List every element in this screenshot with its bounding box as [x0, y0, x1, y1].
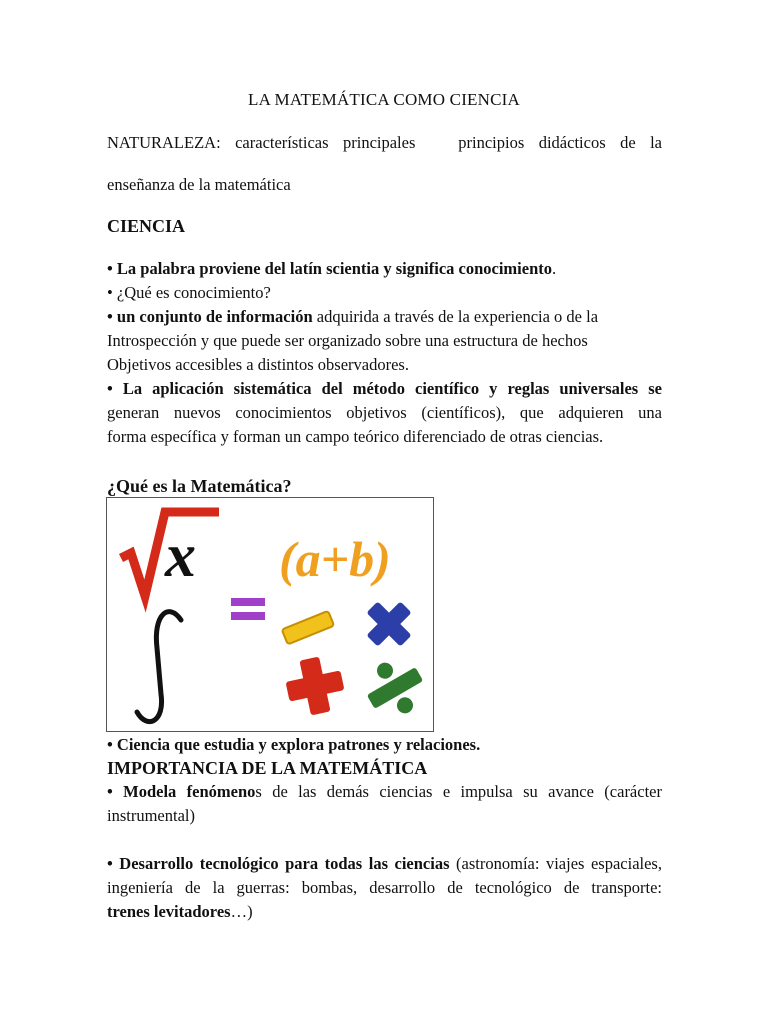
math-symbols-figure [106, 497, 434, 732]
ciencia-bullet-3 [107, 305, 662, 330]
intro-line-2: enseñanza de la matemática [107, 175, 291, 194]
importancia-bullet-1-rest: s de las demás ciencias e impulsa su avance (carácter [255, 782, 662, 801]
equals-icon [231, 598, 265, 620]
importancia-heading: IMPORTANCIA DE LA MATEMÁTICA [107, 758, 428, 778]
ciencia-bullet-3-line-3: Objetivos accesibles a distintos observadores. [107, 355, 409, 374]
importancia-bullet-1-bold: • Modela fenómeno [107, 782, 256, 801]
ciencia-bullet-4-line-2: generan nuevos conocimientos objetivos (científicos), que adquieren una [107, 403, 662, 422]
importancia-bullet-1-line-2: instrumental) [107, 806, 195, 825]
importancia-bullet-2-line-3-rest: …) [230, 902, 253, 921]
intro-line-1b: principios didácticos de la [458, 133, 662, 152]
intro-line-1 [107, 131, 662, 156]
ciencia-bullet-1-end: . [552, 259, 557, 278]
intro-line-1a: NATURALEZA: características principales [107, 133, 416, 152]
ciencia-bullet-4 [107, 377, 662, 402]
ciencia-bullet-1-bold: • La palabra proviene del latín scientia y significa conocimiento [107, 259, 553, 278]
que-es-caption [107, 733, 662, 758]
minus-icon [282, 611, 334, 645]
ciencia-bullet-1 [107, 257, 662, 282]
variable-x: x [165, 522, 196, 590]
ciencia-bullet-3-line-2: Introspección y que puede ser organizado sobre una estructura de hechos [107, 331, 588, 350]
ciencia-bullet-3-bold: • un conjunto de información [107, 307, 313, 326]
ciencia-heading: CIENCIA [107, 216, 186, 236]
importancia-bullet-2-rest: (astronomía: viajes espaciales, [449, 854, 662, 873]
document-title: LA MATEMÁTICA COMO CIENCIA [247, 90, 520, 109]
math-symbols-illustration [107, 498, 433, 731]
expression-a-plus-b: (a+b) [279, 531, 391, 587]
divide-icon [357, 650, 433, 726]
importancia-bullet-2 [107, 852, 662, 877]
sqrt-icon [121, 512, 219, 596]
importancia-bullet-2-line-3 [107, 900, 662, 925]
plus-icon [282, 653, 348, 719]
multiply-icon [366, 601, 411, 646]
ciencia-bullet-4-line-3: forma específica y forman un campo teórico diferenciado de otras ciencias. [107, 427, 604, 446]
ciencia-bullet-3-rest: adquirida a través de la experiencia o de la [312, 307, 599, 326]
importancia-bullet-2-line-3-bold: trenes levitadores [107, 902, 231, 921]
importancia-bullet-2-line-2: ingeniería de la guerras: bombas, desarrollo de tecnológico de transporte: [107, 878, 662, 897]
ciencia-bullet-2: • ¿Qué es conocimiento? [107, 283, 271, 302]
integral-icon [137, 612, 181, 722]
ciencia-bullet-4-bold: • La aplicación sistemática del método científico y reglas universales se [107, 379, 662, 398]
que-es-heading: ¿Qué es la Matemática? [107, 476, 292, 496]
importancia-bullet-2-bold: • Desarrollo tecnológico para todas las ciencias [107, 854, 450, 873]
que-es-caption-text: • Ciencia que estudia y explora patrones y relaciones. [107, 735, 481, 754]
importancia-bullet-1 [107, 780, 662, 805]
